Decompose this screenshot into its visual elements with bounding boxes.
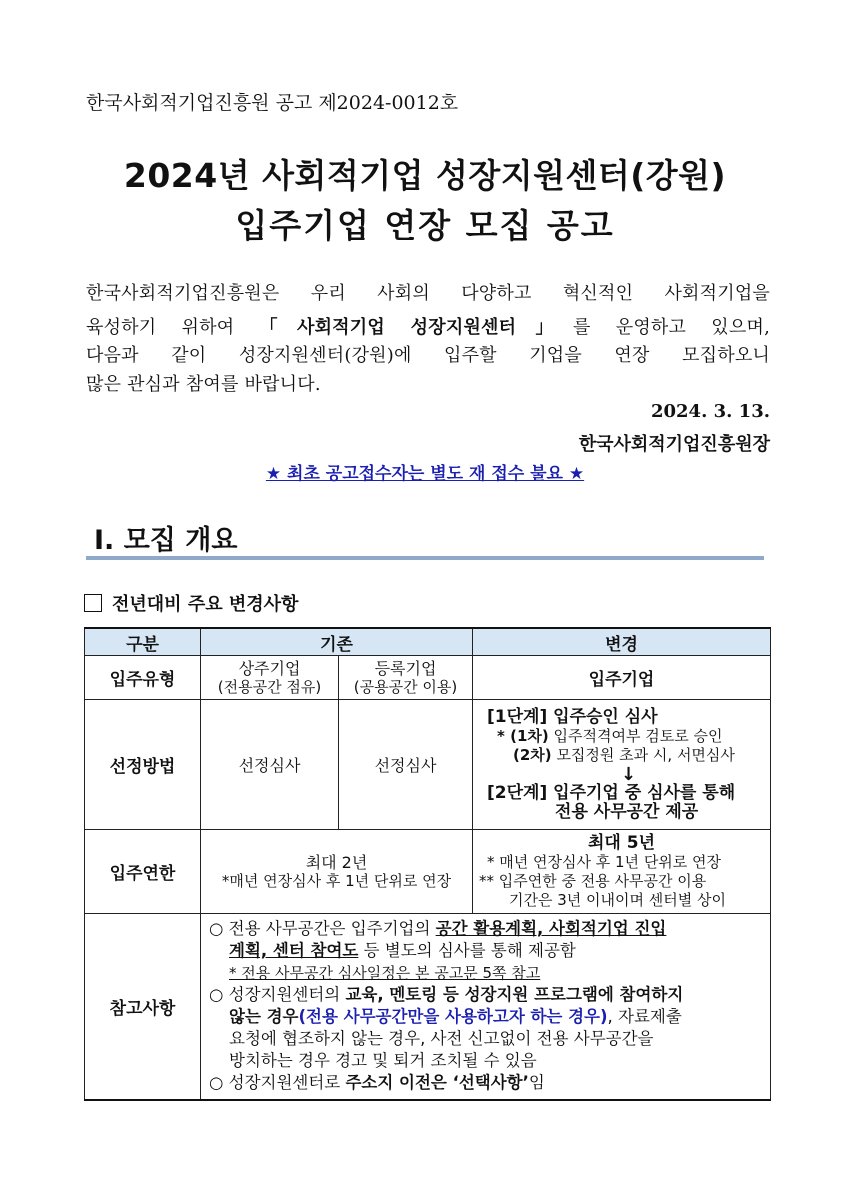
table-row-selection — [85, 700, 771, 830]
old-type-b-note: (공용공간 이용) — [353, 677, 458, 696]
note3-bold: 주소지 이전은 ‘선택사항’ — [345, 1073, 529, 1093]
note2-bold: 교육, 멘토링 등 성장지원 프로그램에 참여하지 — [345, 985, 684, 1005]
section-divider — [86, 556, 764, 560]
old-type-resident — [201, 656, 339, 700]
changes-table — [84, 627, 771, 1101]
table-row-notes — [85, 914, 771, 1100]
new-period-max: 최대 5년 — [588, 832, 656, 853]
table-row-period — [85, 830, 771, 914]
new-period-note1: * 매년 연장심사 후 1년 단위로 연장 — [487, 852, 722, 871]
old-type-registered — [339, 656, 473, 700]
new-period-note3: 기간은 3년 이내이며 센터별 상이 — [509, 890, 727, 909]
header-previous: 기존 — [201, 628, 473, 656]
note2-bold2: 않는 경우 — [229, 1007, 299, 1027]
header-category: 구분 — [85, 628, 201, 656]
note1-post: 등 별도의 심사를 통해 제공함 — [358, 941, 576, 961]
checkbox-icon — [84, 594, 102, 612]
note2-line4: 방치하는 경우 경고 및 퇴거 조치될 수 있음 — [229, 1051, 537, 1071]
old-selection-a: 선정심사 — [201, 700, 339, 830]
step2-line2: 전용 사무공간 제공 — [555, 801, 699, 822]
step1-first-prefix: * (1차) — [497, 726, 549, 745]
step1-title: [1단계] 입주승인 심사 — [487, 706, 658, 727]
new-type: 입주기업 — [473, 656, 771, 700]
new-period — [473, 830, 771, 914]
note3-post: 임 — [528, 1073, 545, 1093]
document-title-line1: 2024년 사회적기업 성장지원센터(강원) — [123, 156, 727, 195]
new-period-note2: ** 입주연한 중 전용 사무공간 이용 — [479, 871, 707, 890]
step1-first — [487, 727, 770, 746]
intro-paragraph-line1: 한국사회적기업진흥원은 우리 사회의 다양하고 혁신적인 사회적기업을 — [86, 283, 770, 304]
step1-second-text: 모집정원 초과 시, 서면심사 — [556, 745, 735, 764]
document-title-line2: 입주기업 연장 모집 공고 — [235, 206, 615, 245]
old-period-note: *매년 연장심사 후 1년 단위로 연장 — [221, 871, 452, 890]
old-period-max: 최대 2년 — [305, 852, 368, 872]
step1-second — [487, 746, 770, 765]
old-selection-b: 선정심사 — [339, 700, 473, 830]
arrow-down-icon: ↓ — [620, 763, 637, 785]
section-title: Ⅰ. 모집 개요 — [94, 525, 238, 556]
issuing-organization: 한국사회적기업진흥원장 — [578, 434, 770, 455]
intro-paragraph-line2 — [86, 313, 770, 339]
table-header-row — [85, 628, 771, 656]
table-row-type — [85, 656, 771, 700]
row-label-period: 입주연한 — [85, 830, 201, 914]
note2-pre: ○ 성장지원센터의 — [209, 985, 346, 1005]
step1-second-prefix: (2차) — [513, 745, 552, 764]
step2-line1: [2단계] 입주기업 중 심사를 통해 — [487, 782, 736, 803]
note2-line1 — [209, 984, 762, 1006]
step1-first-text: 입주적격여부 검토로 승인 — [553, 726, 723, 745]
intro-paragraph-line3: 다음과 같이 성장지원센터(강원)에 입주할 기업을 연장 모집하오니 — [86, 345, 770, 366]
note1-sub: * 전용 사무공간 심사일정은 본 공고문 5쪽 참고 — [229, 964, 541, 983]
notes-content — [201, 914, 771, 1100]
notice-date: 2024. 3. 13. — [650, 401, 770, 422]
row-label-selection: 선정방법 — [85, 700, 201, 830]
intro-line2-post: 를 운영하고 있으며, — [572, 317, 770, 338]
note3-line1 — [209, 1072, 762, 1094]
old-type-a: 상주기업 — [238, 658, 301, 678]
row-label-notes: 참고사항 — [85, 914, 201, 1100]
notice-number: 한국사회적기업진흥원 공고 제2024-0012호 — [86, 92, 459, 114]
note2-post: , 자료제출 — [607, 1007, 682, 1027]
new-selection — [473, 700, 771, 830]
note2-line2 — [209, 1006, 762, 1028]
note1-bold: 공간 활용계획, 사회적기업 진입 — [435, 919, 667, 939]
reapplication-note: ★ 최초 공고접수자는 별도 재 접수 불요 ★ — [265, 464, 585, 484]
note2-line3: 요청에 협조하지 않는 경우, 사전 신고없이 전용 사무공간을 — [229, 1029, 654, 1049]
note1-line2 — [209, 940, 762, 962]
intro-paragraph-line4: 많은 관심과 참여를 바랍니다. — [86, 374, 321, 395]
note1-pre: ○ 전용 사무공간은 입주기업의 — [209, 919, 436, 939]
old-type-a-note: (전용공간 점유) — [217, 677, 322, 696]
old-type-b: 등록기업 — [374, 658, 437, 678]
program-name: 「사회적기업 성장지원센터」 — [259, 317, 573, 338]
row-label-type: 입주유형 — [85, 656, 201, 700]
note1-line1 — [209, 918, 762, 940]
header-changed: 변경 — [473, 628, 771, 656]
note3-pre: ○ 성장지원센터로 — [209, 1073, 346, 1093]
old-period — [201, 830, 473, 914]
note1-bold2: 계획, 센터 참여도 — [229, 941, 359, 961]
note2-blue: (전용 사무공간만을 사용하고자 하는 경우) — [298, 1007, 608, 1027]
subsection-title: 전년대비 주요 변경사항 — [112, 594, 299, 615]
intro-line2-pre: 육성하기 위하여 — [86, 317, 260, 338]
